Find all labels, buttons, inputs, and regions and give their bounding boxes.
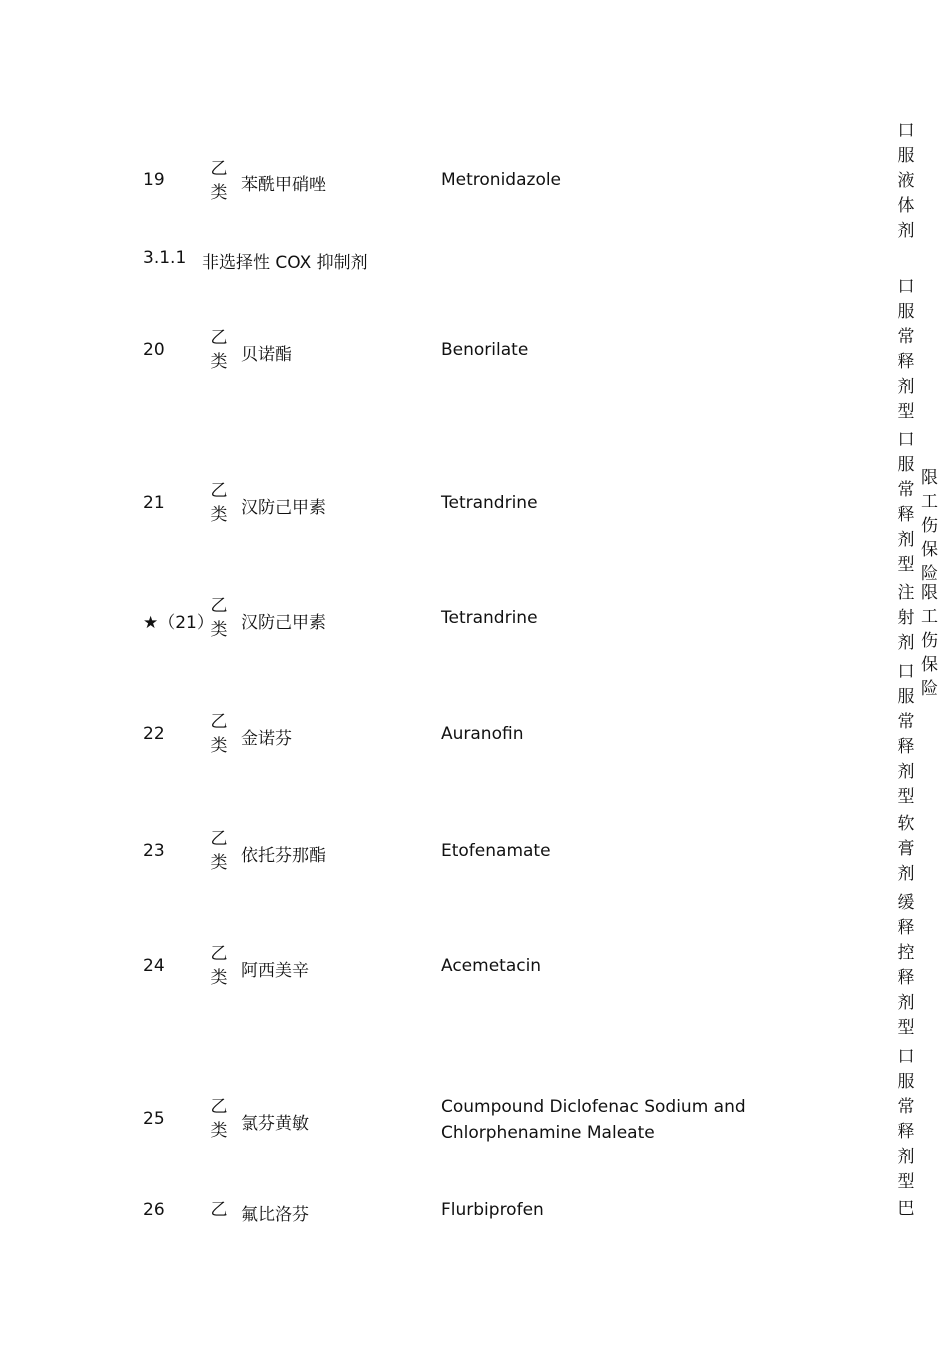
row-chinese-name: 依托芬那酯 (241, 846, 326, 866)
row-dosage-form: 缓 释 控 释 剂 型 (897, 893, 915, 1038)
row-class: 乙 类 (210, 712, 228, 756)
row-number: 24 (143, 956, 165, 976)
row-number: 20 (143, 340, 165, 360)
row-english-name: Flurbiprofen (441, 1200, 544, 1220)
row-class: 乙 类 (210, 1097, 228, 1141)
row-class: 乙 类 (210, 159, 228, 203)
row-dosage-form: 口 服 常 释 剂 型 (897, 430, 915, 575)
row-chinese-name: 金诺芬 (241, 729, 292, 749)
row-number: 22 (143, 724, 165, 744)
row-english-name: Metronidazole (441, 170, 562, 190)
row-dosage-form: 注 射 剂 (897, 583, 915, 653)
row-chinese-name: 汉防己甲素 (241, 613, 326, 633)
row-dosage-form: 口 服 液 体 剂 (897, 121, 915, 241)
row-number: 19 (143, 170, 165, 190)
row-english-name: Tetrandrine (441, 493, 538, 513)
row-number: 26 (143, 1200, 165, 1220)
row-class: 乙 类 (210, 944, 228, 988)
row-restriction-note: 限工伤保险 (921, 583, 938, 699)
row-chinese-name: 汉防己甲素 (241, 498, 326, 518)
row-chinese-name: 苯酰甲硝唑 (241, 175, 326, 195)
row-class: 乙 (210, 1200, 228, 1220)
row-dosage-form: 口 服 常 释 剂 型 (897, 277, 915, 422)
row-english-name: Etofenamate (441, 841, 551, 861)
row-number: 23 (143, 841, 165, 861)
row-number: 25 (143, 1109, 165, 1129)
row-chinese-name: 阿西美辛 (241, 961, 309, 981)
row-dosage-form: 口 服 常 释 剂 型 (897, 662, 915, 807)
row-class: 乙 类 (210, 596, 228, 640)
row-class: 乙 类 (210, 481, 228, 525)
row-number: 21 (143, 493, 165, 513)
row-english-name: Benorilate (441, 340, 529, 360)
row-number: ★（21） (143, 613, 214, 633)
row-class: 乙 类 (210, 829, 228, 873)
row-restriction-note: 限工伤保险 (921, 468, 938, 584)
row-english-name: Auranofin (441, 724, 524, 744)
row-english-name: Acemetacin (441, 956, 542, 976)
row-class: 乙 类 (210, 328, 228, 372)
row-chinese-name: 氟比洛芬 (241, 1205, 309, 1225)
row-dosage-form: 口 服 常 释 剂 型 (897, 1047, 915, 1192)
section-title: 非选择性 COX 抑制剂 (202, 253, 368, 273)
section-number: 3.1.1 (143, 248, 187, 268)
row-chinese-name: 氯芬黄敏 (241, 1114, 309, 1134)
row-english-name: Coumpound Diclofenac Sodium and Chlorphenamine Maleate (441, 1097, 746, 1143)
row-dosage-form: 软 膏 剂 (897, 814, 915, 884)
row-english-name: Tetrandrine (441, 608, 538, 628)
row-dosage-form: 巴 (897, 1199, 915, 1219)
row-chinese-name: 贝诺酯 (241, 345, 292, 365)
